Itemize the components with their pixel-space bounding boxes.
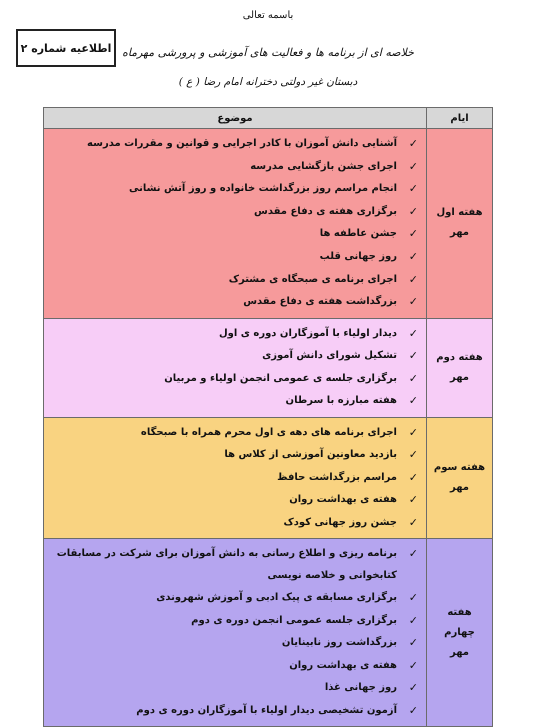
week-topics-cell [44,318,427,417]
week-label: هفته چهارم مهر [427,539,493,727]
topic-text: برگزاری جلسه عمومی انجمن دوره ی دوم [191,614,397,626]
topic-text: انجام مراسم روز بزرگداشت خانواده و روز آتش نشانی [128,183,397,195]
list-item [50,677,418,700]
list-item [50,246,418,269]
topic-text: روز جهانی غذا [324,682,397,694]
week-column-header: ایام [427,108,493,129]
check-icon: ✓ [408,371,418,385]
list-item [50,587,418,610]
topic-list [44,539,426,726]
list-item [50,543,418,587]
topic-text: هفته ی بهداشت روان [289,494,397,506]
check-icon: ✓ [408,272,418,286]
list-item [50,444,418,467]
topic-text: برنامه ریزی و اطلاع رسانی به دانش آموزان برای شرکت در مسابقات کتابخوانی و خلاصه نویسی [56,548,397,582]
week-topics-cell [44,417,427,539]
week-topics-cell [44,129,427,319]
list-item [50,156,418,179]
list-item [50,512,418,535]
topic-text: آشنایی دانش آموزان با کادر اجرایی و قوانین و مقررات مدرسه [87,138,397,149]
week-row [44,417,493,539]
list-item [50,467,418,490]
check-icon: ✓ [408,326,418,340]
page-title: خلاصه ای از برنامه ها و فعالیت های آموزشی و پرورشی مهرماه [122,46,414,59]
list-item [50,368,418,391]
topic-text: دیدار اولیاء با آموزگاران دوره ی اول [218,327,397,339]
topic-text: اجرای جشن بازگشایی مدرسه [250,160,397,172]
topic-text: جشن روز جهانی کودک [283,516,397,528]
topic-text: جشن عاطفه ها [319,228,397,240]
list-item [50,700,418,723]
check-icon: ✓ [408,547,418,561]
schedule-body [44,129,493,727]
week-label: هفته سوم مهر [427,417,493,539]
topic-column-header: موضوع [44,108,427,129]
topic-text: روز جهانی قلب [319,250,397,262]
topic-text: بازدید معاونین آموزشی از کلاس ها [224,449,397,461]
check-icon: ✓ [408,425,418,439]
topic-text: برگزاری هفته ی دفاع مقدس [254,205,397,217]
school-name: دبستان غیر دولتی دخترانه امام رضا ( ع ) [178,76,358,88]
topic-text: تشکیل شورای دانش آموزی [262,350,397,362]
check-icon: ✓ [408,182,418,196]
check-icon: ✓ [408,295,418,309]
list-item [50,610,418,633]
list-item [50,178,418,201]
check-icon: ✓ [408,394,418,408]
topic-text: اجرای برنامه ی صبحگاه ی مشترک [228,273,397,285]
check-icon: ✓ [408,681,418,695]
week-row [44,129,493,319]
notice-number-box: اطلاعیه شماره ۲ [16,29,116,67]
check-icon: ✓ [408,249,418,263]
check-icon: ✓ [408,448,418,462]
check-icon: ✓ [408,636,418,650]
check-icon: ✓ [408,204,418,218]
topic-text: مراسم بزرگداشت حافظ [277,471,397,483]
topic-text: برگزاری مسابقه ی پیک ادبی و آموزش شهروندی [156,592,397,604]
schedule-table [43,107,493,727]
list-item [50,291,418,314]
check-icon: ✓ [408,137,418,150]
check-icon: ✓ [408,703,418,717]
check-icon: ✓ [408,470,418,484]
list-item [50,133,418,156]
table-header-row [44,108,493,129]
topic-text: بزرگداشت روز نابینایان [281,637,397,649]
list-item [50,632,418,655]
list-item [50,345,418,368]
check-icon: ✓ [408,515,418,529]
check-icon: ✓ [408,591,418,605]
list-item [50,223,418,246]
topic-text: برگزاری جلسه ی عمومی انجمن اولیاء و مربیان [164,372,397,384]
week-row [44,318,493,417]
topic-list [44,418,426,539]
topic-list [44,129,426,318]
list-item [50,655,418,678]
week-row [44,539,493,727]
list-item [50,201,418,224]
list-item [50,323,418,346]
check-icon: ✓ [408,658,418,672]
week-label: هفته دوم مهر [427,318,493,417]
check-icon: ✓ [408,493,418,507]
check-icon: ✓ [408,349,418,363]
list-item [50,269,418,292]
list-item [50,489,418,512]
bismillah-heading: باسمه تعالی [242,10,294,21]
topic-text: هفته مبارزه با سرطان [285,395,397,407]
check-icon: ✓ [408,613,418,627]
week-label: هفته اول مهر [427,129,493,319]
check-icon: ✓ [408,159,418,173]
topic-list [44,319,426,417]
week-topics-cell [44,539,427,727]
check-icon: ✓ [408,227,418,241]
topic-text: اجرای برنامه های دهه ی اول محرم همراه با صبحگاه [140,426,397,438]
list-item [50,422,418,445]
topic-text: هفته ی بهداشت روان [289,659,397,671]
topic-text: بزرگداشت هفته ی دفاع مقدس [243,296,397,308]
topic-text: آزمون تشخیصی دیدار اولیاء با آموزگاران دوره ی دوم [136,704,397,716]
list-item [50,390,418,413]
